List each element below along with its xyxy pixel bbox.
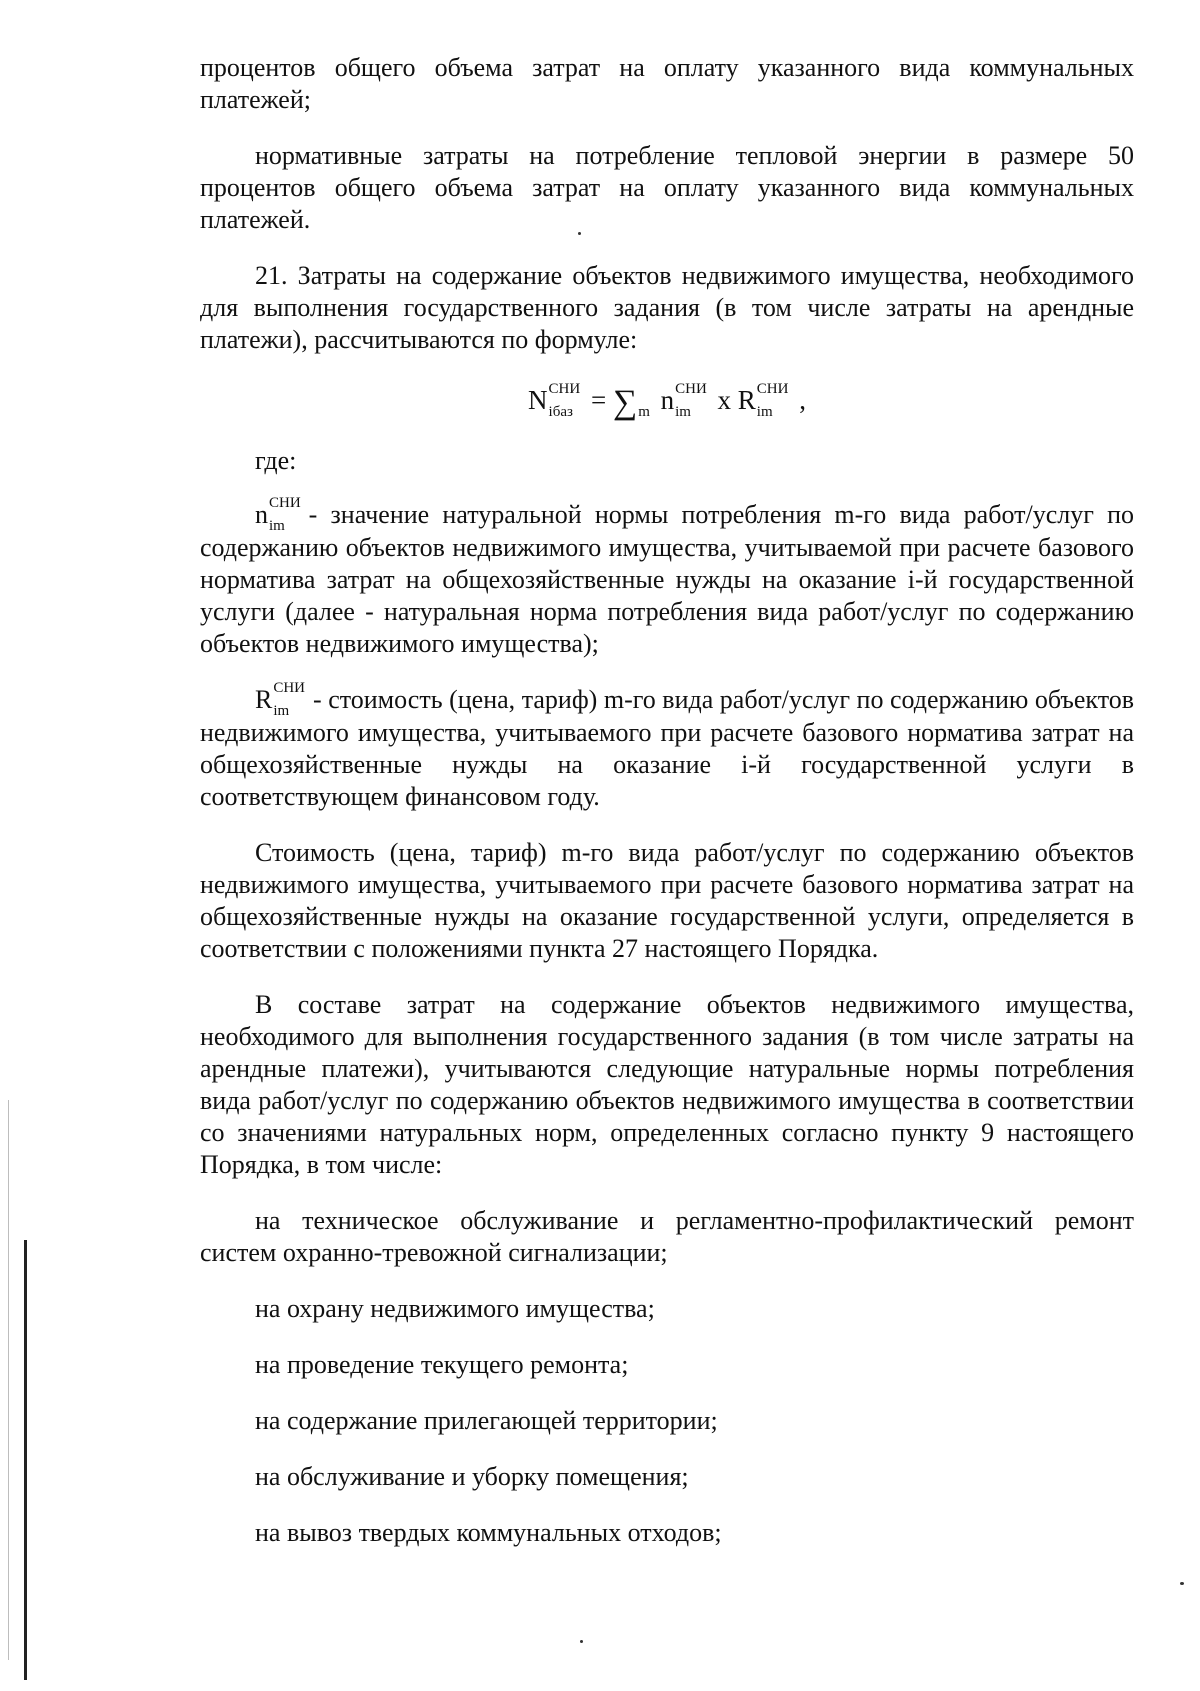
paragraph-cost: Стоимость (цена, тариф) m-го вида работ/услуг по содержанию объектов недвижимого имущества, учитываемого при расчете базового норматива затрат на общехозяйственные нужды на оказание государственной услуги, определяется в соответствии с положениями пункта 27 настоящего Порядка. — [200, 837, 1134, 963]
scan-speck — [1180, 1582, 1184, 1585]
scan-speck — [580, 1640, 583, 1643]
where-label: где: — [255, 445, 297, 475]
formula-symbol-N: N СНИ iбаз — [528, 380, 581, 420]
formula-sum: ∑ m — [612, 383, 650, 421]
formula-symbol-R: R СНИ im — [737, 380, 789, 420]
definition-R-symbol: R СНИ im — [255, 679, 306, 719]
document-page — [200, 52, 1134, 1573]
list-item: на проведение текущего ремонта; — [255, 1349, 629, 1379]
paragraph-21: 21. Затраты на содержание объектов недвижимого имущества, необходимого для выполнения государственного задания (в том числе затраты на арендные платежи), рассчитываются по формуле: — [200, 261, 1134, 354]
definition-n-symbol: n СНИ im — [255, 494, 301, 534]
formula-times: x — [717, 385, 732, 415]
definition-R — [200, 679, 1134, 813]
definition-n — [200, 494, 1134, 660]
list-item: на содержание прилегающей территории; — [255, 1405, 718, 1435]
formula-comma: , — [799, 385, 806, 415]
list-item: на обслуживание и уборку помещения; — [255, 1461, 689, 1491]
formula — [200, 380, 1134, 423]
list-item: на охрану недвижимого имущества; — [255, 1293, 655, 1323]
paragraph-continuation: процентов общего объема затрат на оплату указанного вида коммунальных платежей; — [200, 53, 1134, 114]
formula-equals: = — [590, 385, 607, 415]
formula-symbol-n: n СНИ im — [660, 380, 707, 420]
paragraph-composition: В составе затрат на содержание объектов недвижимого имущества, необходимого для выполнения государственного задания (в том числе затраты на арендные платежи), учитываются следующие натуральные нормы потребления вида работ/услуг по содержанию объектов недвижимого имущества в соответствии со значениями натуральных норм, определенных согласно пункту 9 настоящего Порядка, в том числе: — [200, 989, 1134, 1179]
scan-edge — [24, 1240, 27, 1680]
scan-edge-faint — [8, 1100, 9, 1660]
paragraph-heat-energy: нормативные затраты на потребление тепловой энергии в размере 50 процентов общего объема затрат на оплату указанного вида коммунальных платежей. — [200, 141, 1134, 234]
list-item: на техническое обслуживание и регламентно-профилактический ремонт систем охранно-тревожной сигнализации; — [200, 1205, 1134, 1267]
definition-n-text: - значение натуральной нормы потребления m-го вида работ/услуг по содержанию объектов недвижимого имущества, учитываемой при расчете базового норматива затрат на общехозяйственные нужды на оказание i-й государственной услуги (далее - натуральная норма потребления вида работ/услуг по содержанию объектов недвижимого имущества); — [200, 499, 1134, 658]
list-item: на вывоз твердых коммунальных отходов; — [255, 1517, 722, 1547]
definition-R-text: - стоимость (цена, тариф) m-го вида работ/услуг по содержанию объектов недвижимого имущества, учитываемого при расчете базового норматива затрат на общехозяйственные нужды на оказание i-й государственной услуги в соответствующем финансовом году. — [200, 684, 1134, 811]
